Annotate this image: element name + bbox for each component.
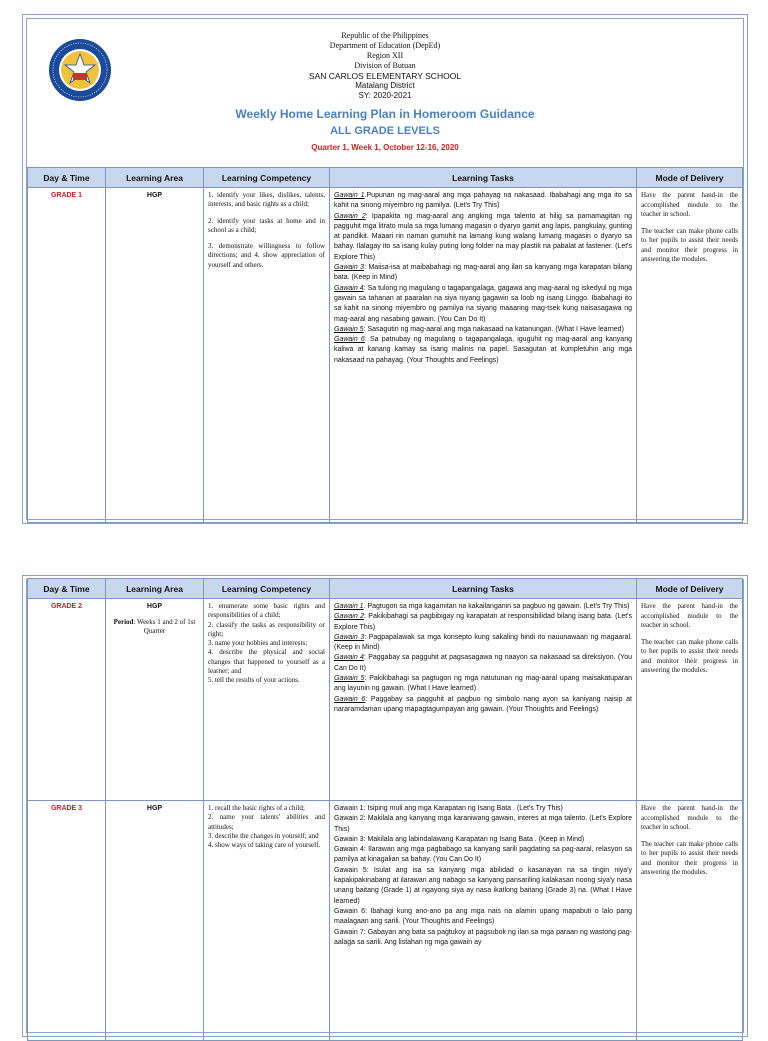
task-label: Gawain 4 (334, 284, 364, 292)
period-text: Weeks 1 and 2 of 1st Quarter (137, 618, 196, 636)
task-item (334, 674, 632, 695)
task-item: Gawain 6: Ibahagi kung ano-ano pa ang mga nais na alamin upang mapabuti o lalo pang maalagaan ang sarili. (Your Thoughts and Feelings) (334, 907, 632, 926)
task-item (334, 263, 632, 284)
school-name: SAN CARLOS ELEMENTARY SCHOOL (308, 71, 462, 81)
task-label: Gawain 2 (334, 613, 364, 621)
table-row (28, 801, 743, 1041)
task-label: Gawain 5 (334, 325, 364, 333)
task-text: : Pagpapalawak sa mga konsepto kung sakaling hindi ito nauunawaan ng magaaral. (Keep in Mind) (334, 633, 632, 652)
task-text: : Sa tulong ng magulang o tagapangalaga, gagawa ang mag-aaral ng iskedyul ng mga gawain sa tahanan at paaralan na siya niyang gagawin sa loob ng isang Linggo. Ibabahagi ito sa kahit na sinong miyembro ng pamilya na siyang maaaring mag-tsek kung naisasagawa ng mag-aaral ang nasabing gawain. (You Can Do It) (334, 284, 632, 323)
column-header: Day & Time (28, 579, 106, 599)
task-label: Gawain 1 (334, 192, 365, 199)
task-item: Gawain 3: Makilala ang labindalawang Karapatan ng Isang Bata . (Keep in Mind) (334, 835, 585, 843)
competency-cell (204, 188, 330, 523)
task-text: : Sasagutin ng mag-aaral ang mga nakasaad na katanungan. (What I Have learned) (363, 325, 624, 333)
column-header: Learning Competency (204, 579, 330, 599)
task-item (334, 325, 632, 335)
mode-item: Have the parent hand-in the accomplished module to the teacher in school. (641, 191, 738, 218)
table-row (28, 188, 743, 523)
competency-item: 4. show ways of taking care of yourself. (208, 841, 321, 850)
learning-area-cell (106, 599, 204, 801)
mode-of-delivery-cell (637, 599, 743, 801)
tasks-cell (330, 801, 637, 1041)
district-line: Matalang District (355, 81, 415, 90)
region-line: Region XII (366, 51, 404, 60)
tasks-cell (330, 599, 637, 801)
task-text: : Pakikibahagi sa pagtugon ng mga natutunan ng mag-aaral upang maisakatuparan ang layunin ng gawain. (What I Have learned) (334, 675, 632, 693)
task-text: : Paggabay sa pagguhit at pagbuo ng simbolo nang ayon sa kaniyang naisip at nararamdaman upang mapagtagumpayan ang gawain. (Your Thoughts and Feelings) (334, 695, 632, 713)
competency-item: 2. name your talents' abilities and attitudes; (208, 813, 325, 831)
column-header: Learning Area (106, 168, 204, 188)
competency-item: 2. identify your tasks at home and in school as a child; (208, 216, 325, 234)
task-item: Gawain 1: Isiping muli ang mga Karapatan ng Isang Bata . (Let's Try This) (334, 805, 563, 812)
column-header: Learning Tasks (330, 579, 637, 599)
competency-item: 3. name your hobbies and interests; (208, 639, 308, 648)
grade-cell: GRADE 1 (28, 188, 106, 523)
competency-cell (204, 801, 330, 1041)
task-text: . Pagtugon sa mga kagamitan na kakailanganin sa pagbuo ng gawain. (Let's Try This) (363, 603, 630, 610)
competency-item: 3. demonstrate willingness to follow directions; and 4. show appreciation of yourself and others. (208, 242, 325, 269)
task-text: : Ipapakita ng mag-aaral ang angking mga talento at hilig sa pamamagitan ng pagguhit mga litrato mula sa mga lumang magasin o dyaryo gamit ang lapis, pangkulay, gunting at pandikit. Maaari rin naman gumuhit na lamang kung walang lumang magasin o dyaryo sa bahay. Ilalagay ito sa isang kulay puting long folder na may plastik na pabalat at fastener. (Let's Explore This) (334, 212, 632, 261)
task-item (334, 633, 632, 654)
division-line: Division of Butuan (354, 61, 416, 70)
mode-item: The teacher can make phone calls to her pupils to assist their needs and monitor their progress in answering the modules. (641, 637, 738, 674)
mode-item: Have the parent hand-in the accomplished module to the teacher in school. (641, 602, 738, 629)
competency-cell (204, 599, 330, 801)
task-text: .Pupunan ng mag-aaral ang mga pahayag na nakasaad. Ibabahagi ang mga ito sa kahit na sinong miyembro ng pamilya. (Let's Try This) (334, 192, 632, 210)
mode-item: The teacher can make phone calls to her pupils to assist their needs and monitor their progress in answering the modules. (641, 226, 738, 263)
competency-item: 5. tell the results of your actions. (208, 676, 300, 685)
task-label: Gawain 4 (334, 654, 364, 662)
task-item (334, 612, 632, 633)
document-subtitle: ALL GRADE LEVELS (330, 125, 440, 137)
learning-plan-table (27, 578, 743, 1041)
document-page-2 (22, 575, 748, 1037)
republic-line: Republic of the Philippines (341, 31, 429, 40)
mode-of-delivery-cell (637, 801, 743, 1041)
task-text: : Sa patnubay ng magulang o tagapangalaga, iguguhit ng mag-aaral ang kanyang kaliwa at kanang kamay sa isang malinis na papel. Sasagutan at kumpletuhin ang mga nakasaad na pahayag. (Your Thoughts and Feelings) (334, 336, 632, 364)
task-text: : Pakikibahagi sa pagbibigay ng karapatan at responsibilidad bilang isang bata. (Let's Explore This) (334, 613, 633, 631)
task-label: Gawain 3 (334, 264, 365, 272)
task-text: : Paggabay sa pagguhit at pagsasagawa ng naayon sa nakasaad sa direksiyon. (You Can Do It) (334, 654, 632, 672)
column-header: Mode of Delivery (637, 168, 743, 188)
task-label: Gawain 6 (334, 336, 365, 344)
learning-area-cell: HGP (106, 801, 204, 1041)
document-title: Weekly Home Learning Plan in Homeroom Guidance (235, 107, 535, 121)
school-year: SY: 2020-2021 (358, 91, 412, 100)
task-item (334, 212, 632, 263)
competency-item: 1. recall the basic rights of a child; (208, 804, 305, 812)
mode-item: The teacher can make phone calls to her pupils to assist their needs and monitor their progress in answering the modules. (641, 839, 738, 876)
quarter-line: Quarter 1, Week 1, October 12-16, 2020 (311, 143, 459, 152)
competency-item: 4. describe the physical and social changes that happened to yourself as a learner; and (208, 648, 325, 676)
task-item: Gawain 5: Isulat ang isa sa kanyang mga abilidad o kasanayan na sa tingin niya'y kapakipakinabang at ilarawan ang nabago sa kanyang pansariling kalakasan noong siya'y nasa unang baitang (Grade 1) at ngayong siya ay nasa ikatlong baitang (Grade 3) na. (What I Have learned) (334, 866, 632, 905)
task-label: Gawain 2 (334, 212, 366, 220)
task-label: Gawain 5 (334, 675, 365, 683)
task-label: Gawain 6 (334, 695, 366, 703)
task-label: Gawain 3 (334, 633, 365, 641)
task-item (334, 335, 632, 366)
mode-of-delivery-cell (637, 188, 743, 523)
learning-area-label: HGP (146, 603, 163, 610)
learning-area-cell: HGP (106, 188, 204, 523)
task-item (334, 284, 632, 325)
competency-item: 1. enumerate some basic rights and responsibilities of a child; (208, 602, 325, 620)
task-item: Gawain 7: Gabayan ang bata sa pagtukoy at pagsubok ng ilan sa mga paraan ng wastong pag-aalaga sa sarili. Ang listahan ng mga gawain ay (334, 928, 632, 946)
competency-item: 3. describe the changes in yourself; and (208, 831, 319, 840)
table-header-row (28, 579, 743, 599)
task-item: Gawain 4: Ilarawan ang mga pagbabago sa kanyang sarili pagdating sa pag-aaral, relasyon sa pamilya at kinagalian sa bahay. (You Can Do It) (334, 846, 632, 864)
grade-cell: GRADE 2 (28, 599, 106, 801)
column-header: Learning Tasks (330, 168, 637, 188)
column-header: Learning Area (106, 579, 204, 599)
task-label: Gawain 1 (334, 603, 364, 610)
mode-item: Have the parent hand-in the accomplished module to the teacher in school. (641, 804, 738, 831)
period-note: Period: Weeks 1 and 2 of 1st Quarter (113, 618, 196, 636)
table-row (28, 599, 743, 801)
task-item (334, 602, 632, 612)
grade-cell: GRADE 3 (28, 801, 106, 1041)
department-line: Department of Education (DepEd) (329, 41, 441, 50)
competency-item: 2. classify the tasks as responsibility or right; (208, 620, 325, 638)
task-item (334, 653, 632, 674)
document-header (23, 31, 747, 152)
table-header-row (28, 168, 743, 188)
competency-item: 1. identify your likes, dislikes, talents, interests, and basic rights as a child; (208, 191, 325, 209)
task-text: : Maiisa-isa at maibabahagi ng mag-aaral ang ilan sa kanyang mga karapatan bilang bata. (Keep in Mind) (334, 264, 632, 282)
task-item: Gawain 2: Makilala ang kanyang mga karaniwang gawain, interes at mga talento. (Let's Explore This) (334, 815, 632, 833)
column-header: Mode of Delivery (637, 579, 743, 599)
task-item (334, 695, 632, 716)
column-header: Learning Competency (204, 168, 330, 188)
document-page-1 (22, 14, 748, 524)
tasks-cell (330, 188, 637, 523)
task-item (334, 191, 632, 212)
learning-plan-table (27, 167, 743, 523)
column-header: Day & Time (28, 168, 106, 188)
